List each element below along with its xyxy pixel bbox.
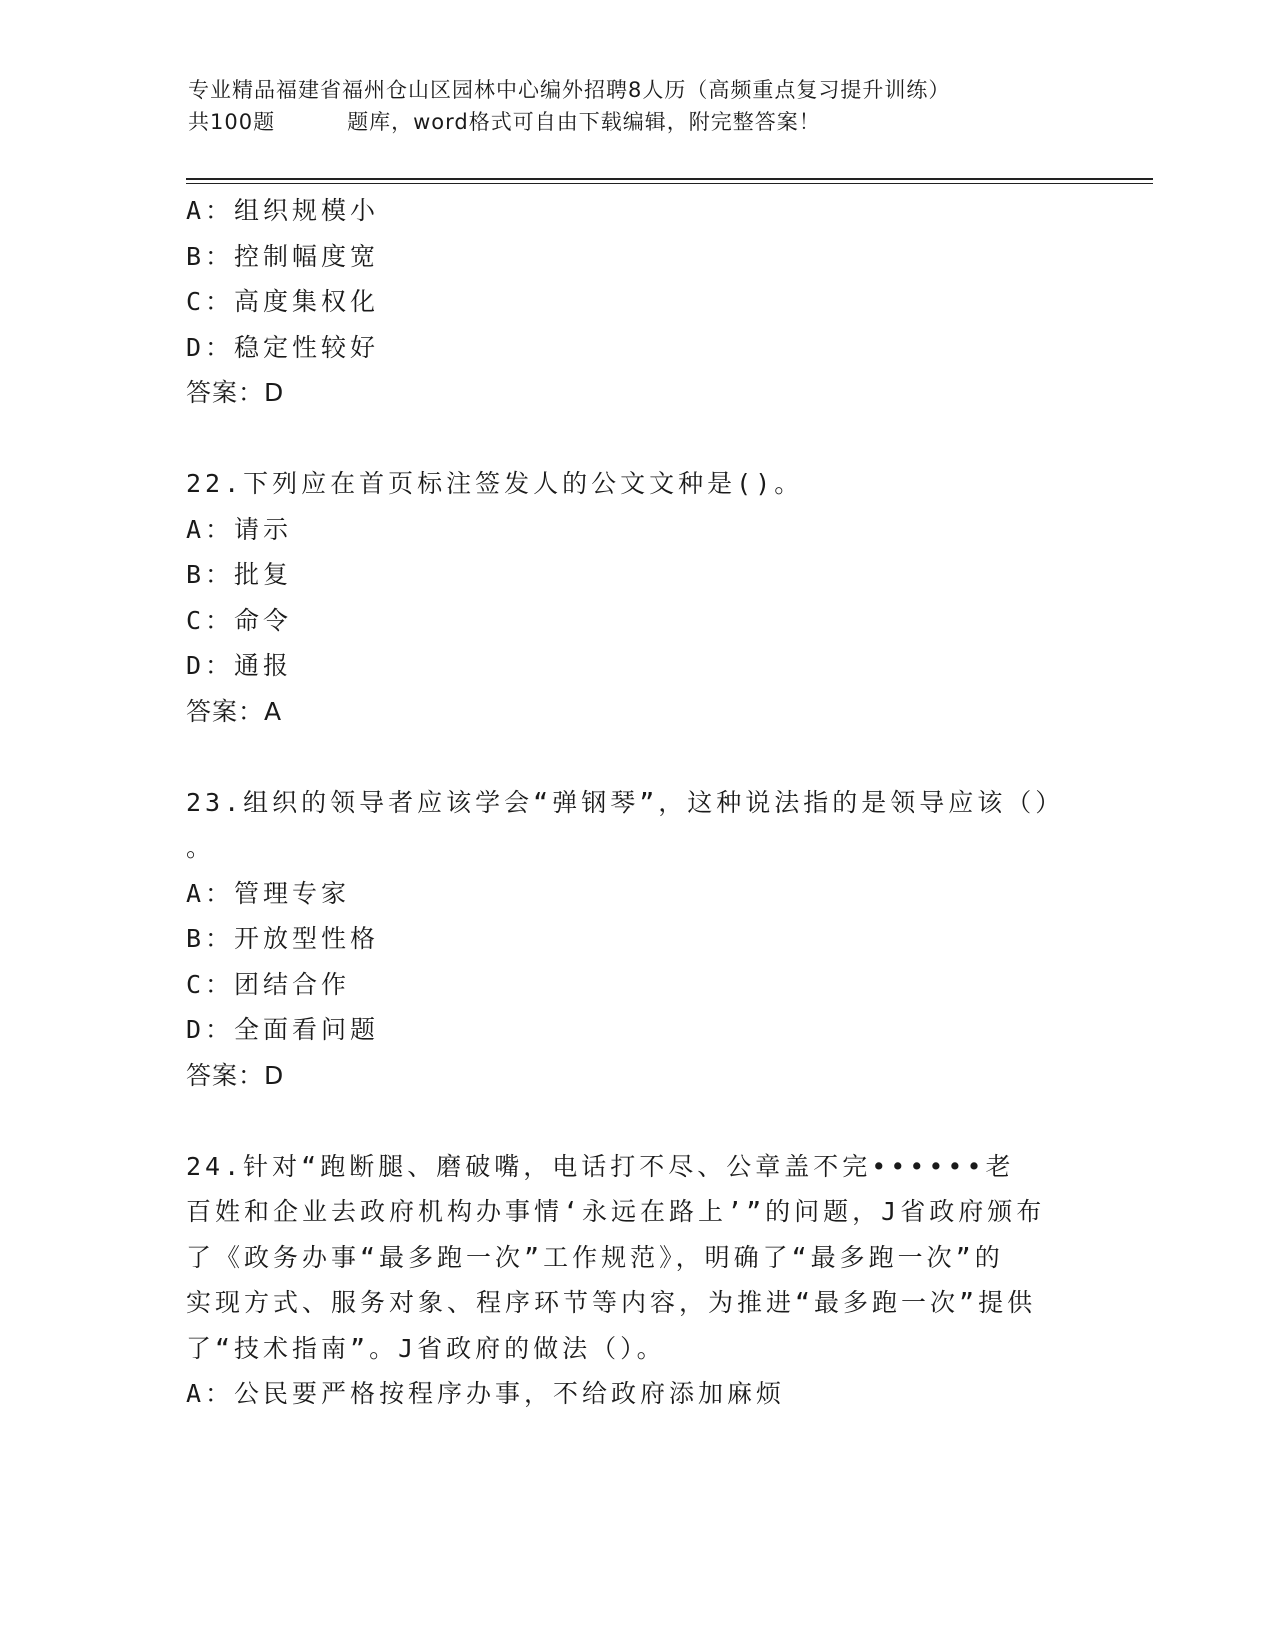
- question-text: 22.下列应在首页标注签发人的公文文种是()。: [186, 469, 804, 498]
- question-text: 23.组织的领导者应该学会“弹钢琴”，这种说法指的是领导应该（）: [186, 787, 1065, 817]
- answer-line: 答案：D: [186, 1060, 285, 1090]
- option-a: A：公民要严格按程序办事，不给政府添加麻烦: [186, 1379, 786, 1408]
- header-subtitle-line: [188, 106, 1068, 138]
- header-title-line: 专业精品福建省福州仓山区园林中心编外招聘8人历（高频重点复习提升训练）: [188, 78, 951, 102]
- question-text-continued: 百姓和企业去政府机构办事情‘永远在路上’”的问题，J省政府颁布: [186, 1197, 1046, 1226]
- option-b: B：批复: [186, 560, 293, 589]
- header-description: 题库，word格式可自由下载编辑，附完整答案！: [347, 110, 821, 134]
- question-21-block: [186, 188, 1086, 416]
- question-list: [186, 188, 1086, 1417]
- option-b: B：开放型性格: [186, 924, 380, 953]
- option-a: A：请示: [186, 514, 293, 544]
- question-text-continued: 。: [186, 833, 216, 862]
- option-c: C：团结合作: [186, 969, 351, 999]
- header-divider-thick: [186, 178, 1153, 180]
- option-a: A：管理专家: [186, 878, 351, 908]
- document-header: [188, 74, 1068, 138]
- question-text-continued: 了“技术指南”。J省政府的做法（）。: [186, 1333, 666, 1363]
- option-c: C：命令: [186, 605, 293, 635]
- header-count: 共100题: [188, 110, 276, 134]
- question-22-block: [186, 461, 1086, 734]
- question-text-continued: 实现方式、服务对象、程序环节等内容，为推进“最多跑一次”提供: [186, 1288, 1037, 1317]
- answer-line: 答案：D: [186, 378, 285, 407]
- answer-line: 答案：A: [186, 696, 283, 726]
- option-d: D：全面看问题: [186, 1015, 380, 1044]
- option-d: D：稳定性较好: [186, 332, 380, 362]
- question-text: 24.针对“跑断腿、磨破嘴，电话打不尽、公章盖不完••••••老: [186, 1151, 1015, 1181]
- option-a: A：组织规模小: [186, 196, 380, 225]
- header-divider-thin: [186, 183, 1153, 184]
- option-d: D：通报: [186, 651, 293, 680]
- question-24-block: [186, 1144, 1086, 1417]
- option-c: C：高度集权化: [186, 287, 380, 316]
- option-b: B：控制幅度宽: [186, 241, 380, 271]
- question-23-block: [186, 780, 1086, 1099]
- question-text-continued: 了《政务办事“最多跑一次”工作规范》，明确了“最多跑一次”的: [186, 1242, 1004, 1272]
